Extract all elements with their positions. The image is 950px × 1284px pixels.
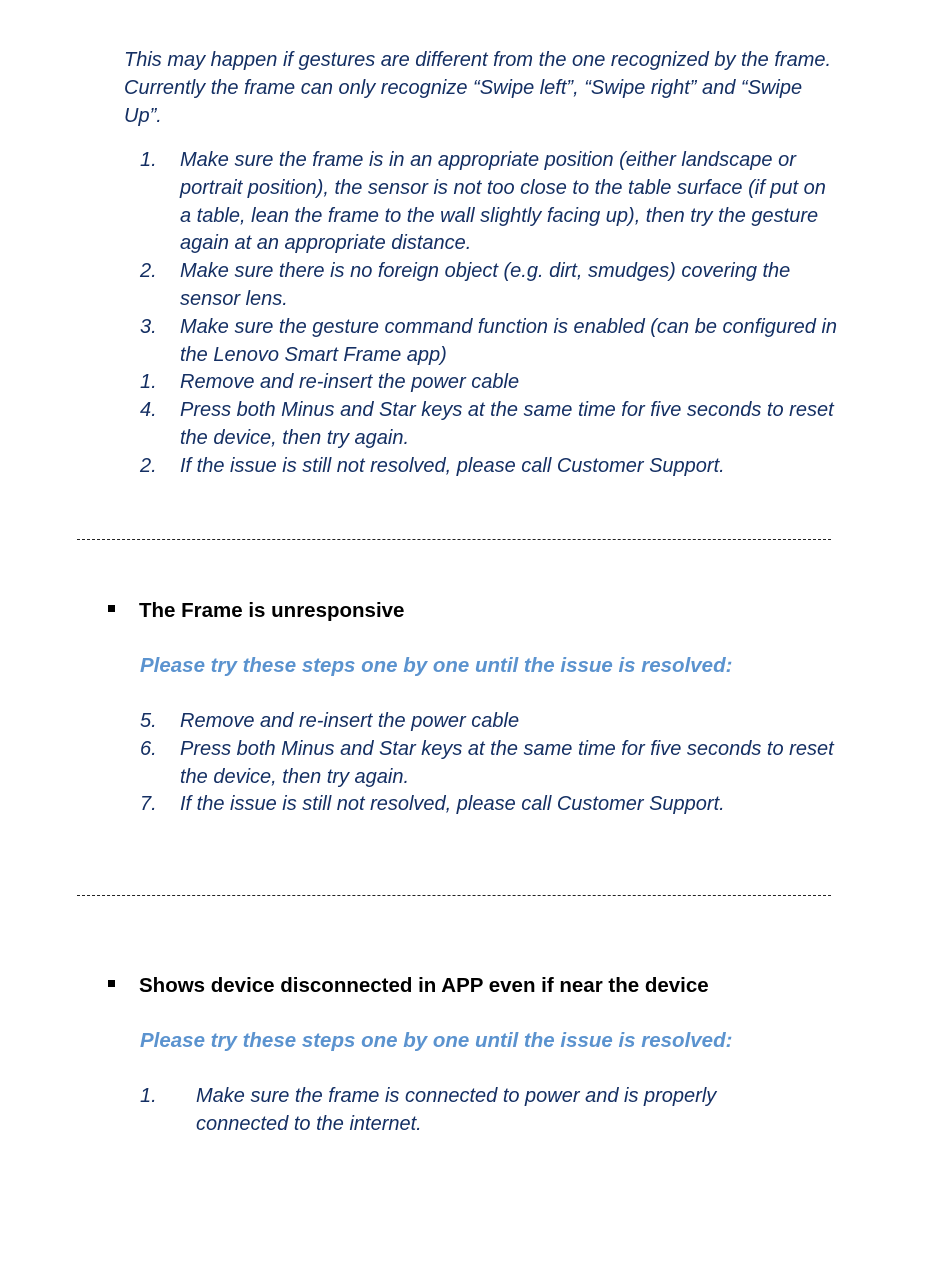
list-number: 6. xyxy=(140,737,157,760)
list-item xyxy=(140,736,840,792)
list-text: Make sure the frame is connected to power and is properly connected to the internet. xyxy=(196,1085,717,1135)
section-divider xyxy=(77,539,831,540)
list-number: 5. xyxy=(140,710,157,732)
list-item xyxy=(140,314,840,370)
square-bullet-icon xyxy=(108,980,115,987)
list-number: 7. xyxy=(140,793,157,816)
gesture-steps-list xyxy=(140,147,840,481)
list-text: Make sure the frame is in an appropriate position (either landscape or portrait position), the sensor is not too close to the table surface (if put on a table, lean the frame to the wall slightly facing up), then try the gesture again at an appropriate distance. xyxy=(180,149,826,255)
disconnected-steps-list xyxy=(140,1083,780,1139)
list-number: 1. xyxy=(140,371,157,394)
section-title-text: Shows device disconnected in APP even if near the device xyxy=(139,974,709,997)
list-text: Remove and re-insert the power cable xyxy=(180,710,520,732)
list-text: If the issue is still not resolved, please call Customer Support. xyxy=(180,793,725,816)
list-item xyxy=(140,258,840,314)
list-text: If the issue is still not resolved, please call Customer Support. xyxy=(180,454,725,477)
list-number: 2. xyxy=(140,260,157,283)
list-number: 1. xyxy=(140,149,157,171)
list-text: Press both Minus and Star keys at the same time for five seconds to reset the device, then try again. xyxy=(180,399,834,449)
list-text: Remove and re-insert the power cable xyxy=(180,371,520,394)
square-bullet-icon xyxy=(108,605,115,612)
unresponsive-steps-list xyxy=(140,708,840,819)
list-text: Make sure the gesture command function is enabled (can be configured in the Lenovo Smart Frame app) xyxy=(180,315,838,366)
list-item xyxy=(140,147,840,258)
list-text: Make sure there is no foreign object (e.g. dirt, smudges) covering the sensor lens. xyxy=(180,260,791,310)
list-item xyxy=(140,397,840,453)
list-item xyxy=(140,791,840,819)
section-title-unresponsive xyxy=(108,598,404,624)
section-title-disconnected xyxy=(108,973,709,999)
list-item xyxy=(140,1083,780,1139)
list-number: 2. xyxy=(140,454,157,477)
list-item xyxy=(140,369,840,397)
list-item xyxy=(140,708,840,736)
steps-hint: Please try these steps one by one until the issue is resolved: xyxy=(140,1029,733,1052)
list-number: 4. xyxy=(140,399,157,422)
list-number: 3. xyxy=(140,315,157,338)
list-item xyxy=(140,453,840,481)
section-title-text: The Frame is unresponsive xyxy=(139,599,405,622)
intro-paragraph: This may happen if gestures are different from the one recognized by the frame. Currently the frame can only recognize “Swipe left”, “Swipe right” and “Swipe Up”. xyxy=(124,49,832,127)
steps-hint: Please try these steps one by one until the issue is resolved: xyxy=(140,654,733,677)
list-text: Press both Minus and Star keys at the same time for five seconds to reset the device, then try again. xyxy=(180,737,834,788)
section-divider xyxy=(77,895,831,896)
list-number: 1. xyxy=(140,1085,157,1107)
